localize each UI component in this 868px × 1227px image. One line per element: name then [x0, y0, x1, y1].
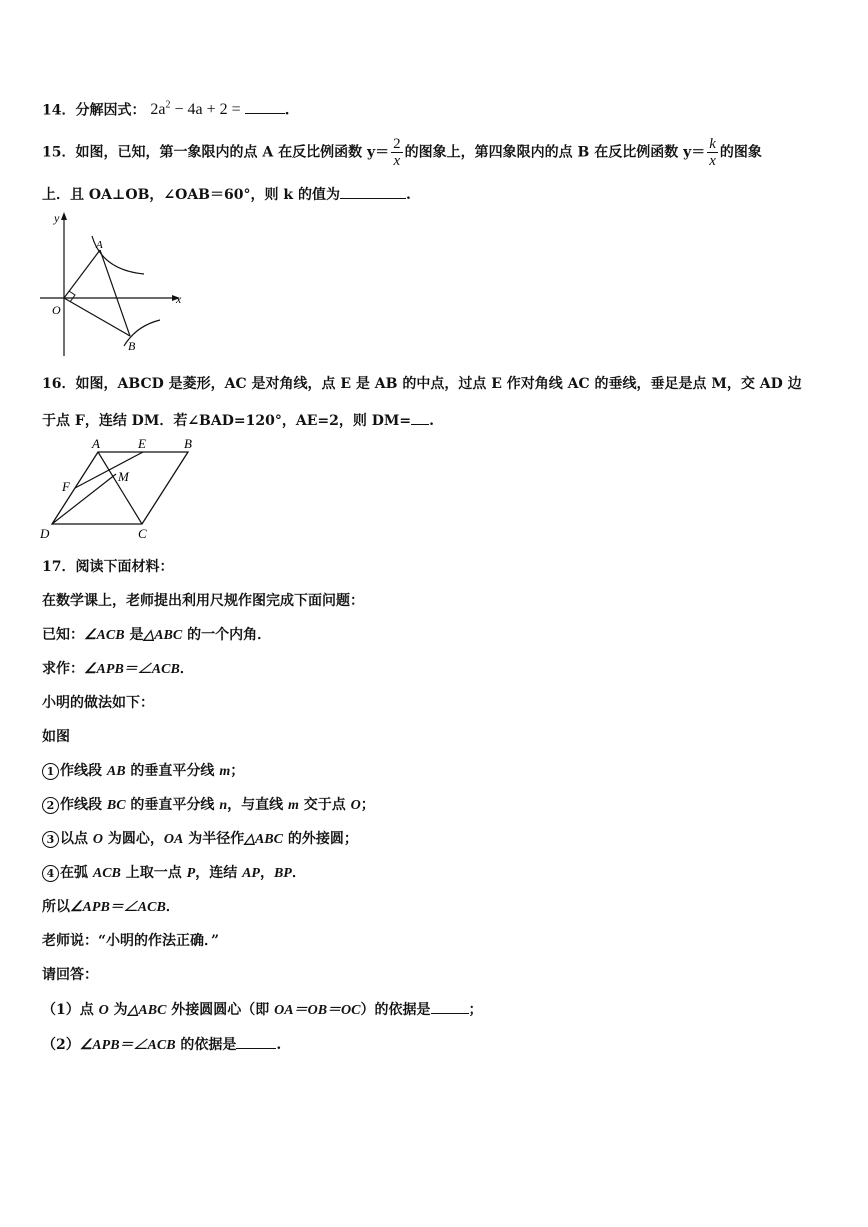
question-14: 14．分解因式： $2a^2 - 4a + 2$ = .	[42, 100, 290, 119]
question-number: 14．	[42, 102, 76, 119]
label-e: E	[138, 436, 146, 451]
question-16-line-1: 16．如图，ABCD 是菱形，AC 是对角线，点 E 是 AB 的中点，过点 E 作对角线 AC 的垂线，垂足是点 M，交 AD 边	[42, 376, 802, 392]
fraction-k-over-x: $\frac{k}{x}$	[709, 136, 716, 169]
question-15-line-2: 上．且 OA⊥OB，∠OAB＝60°，则 k 的值为 .	[42, 184, 411, 205]
q17-as-shown: 如图	[42, 729, 70, 745]
fraction-2-over-x: $\frac{2}{x}$	[393, 136, 401, 169]
figure-15-coordinate-graph	[36, 208, 196, 360]
question-number: 16．	[42, 376, 76, 392]
q17-sub-question-1: （1）点 O 为△ABC 外接圆圆心（即 OA＝OB＝OC）的依据是 ；	[42, 999, 483, 1021]
step-number-2: 2	[42, 797, 59, 814]
question-17-title: 17．阅读下面材料：	[42, 559, 174, 575]
q17-known: 已知：∠ACB 是△ABC 的一个内角．	[42, 627, 272, 643]
label-x: x	[176, 292, 182, 306]
question-15-line-1: 15．如图，已知，第一象限内的点 A 在反比例函数 y＝ $\frac{2}{x}$ 的图象上，第四象限内的点 B 在反比例函数 y＝ $\frac{k}{x}$ 的图象	[42, 136, 762, 169]
label-d: D	[40, 526, 50, 541]
question-number: 15．	[42, 144, 76, 161]
q17-step-1: 1 作线段 AB 的垂直平分线 m；	[42, 761, 244, 782]
label-a: A	[96, 239, 103, 251]
diagonal-ac	[98, 452, 142, 524]
label-o: O	[52, 303, 61, 317]
question-16-line-2: 于点 F，连结 DM．若∠BAD=120°，AE=2，则 DM= .	[42, 410, 434, 431]
y-axis-arrow	[61, 212, 67, 220]
figure-16-rhombus	[36, 434, 204, 544]
q17-step-3: 3 以点 O 为圆心，OA 为半径作△ABC 的外接圆；	[42, 829, 358, 850]
answer-blank[interactable]	[340, 184, 406, 199]
step-number-1: 1	[42, 763, 59, 780]
q17-step-2: 2 作线段 BC 的垂直平分线 n，与直线 m 交于点 O；	[42, 795, 375, 816]
label-f: F	[62, 479, 70, 494]
label-a: A	[92, 436, 100, 451]
label-b: B	[184, 436, 192, 451]
label-c: C	[138, 526, 147, 541]
segment-ob	[64, 298, 130, 336]
segment-ab	[100, 250, 130, 336]
q17-required: 求作：∠APB＝∠ACB．	[42, 661, 194, 677]
segment-ef	[75, 452, 143, 488]
question-number: 17．	[42, 559, 76, 575]
step-number-3: 3	[42, 831, 59, 848]
answer-blank[interactable]	[411, 410, 429, 425]
label-b: B	[128, 339, 136, 353]
q17-please-answer: 请回答：	[42, 967, 98, 983]
answer-blank[interactable]	[236, 1034, 276, 1049]
label-m: M	[118, 469, 129, 484]
label-y: y	[54, 211, 60, 225]
answer-blank[interactable]	[245, 99, 285, 114]
answer-blank[interactable]	[431, 999, 469, 1014]
q17-conclusion: 所以∠APB＝∠ACB．	[42, 899, 180, 915]
q17-sub-question-2: （2）∠APB＝∠ACB 的依据是 .	[42, 1034, 281, 1056]
expression: $2a^2 - 4a + 2$ =	[150, 100, 245, 119]
q17-line-1: 在数学课上，老师提出利用尺规作图完成下面问题：	[42, 593, 364, 609]
q17-step-4: 4 在弧 ACB 上取一点 P，连结 AP，BP．	[42, 863, 306, 884]
q17-teacher-said: 老师说：“小明的作法正确．”	[42, 933, 220, 949]
right-angle-mark	[69, 291, 75, 302]
step-number-4: 4	[42, 865, 59, 882]
question-text: 分解因式：	[75, 102, 146, 119]
q17-method-intro: 小明的做法如下：	[42, 695, 154, 711]
